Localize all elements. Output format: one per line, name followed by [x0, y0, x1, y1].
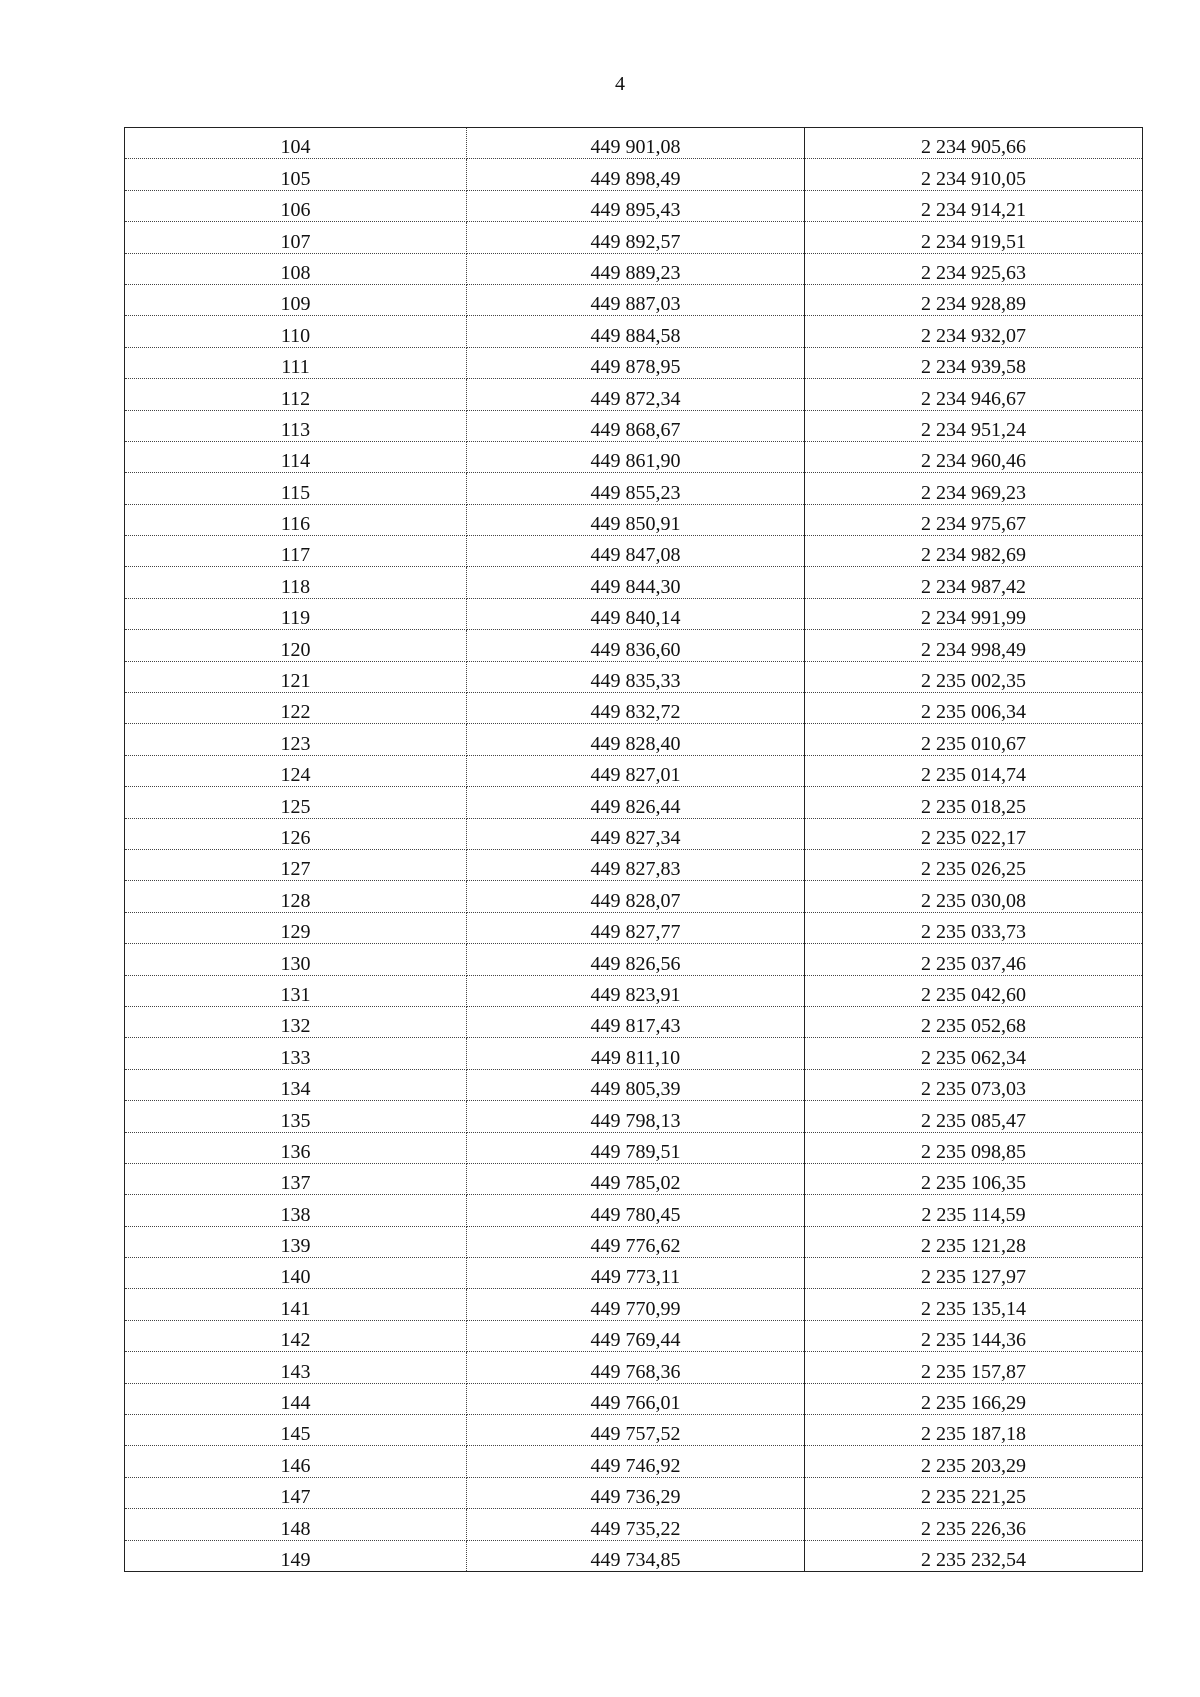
y-coordinate-cell: 2 235 114,59	[805, 1195, 1143, 1226]
point-number-cell: 114	[125, 441, 467, 472]
y-coordinate-cell: 2 235 106,35	[805, 1163, 1143, 1194]
point-number-cell: 134	[125, 1069, 467, 1100]
y-coordinate-cell: 2 235 033,73	[805, 912, 1143, 943]
table-row	[125, 253, 1143, 284]
point-number-cell: 124	[125, 755, 467, 786]
y-coordinate-cell: 2 235 232,54	[805, 1540, 1143, 1571]
x-coordinate-cell: 449 798,13	[467, 1101, 805, 1132]
point-number-cell: 129	[125, 912, 467, 943]
table-row	[125, 1101, 1143, 1132]
x-coordinate-cell: 449 847,08	[467, 536, 805, 567]
y-coordinate-cell: 2 235 098,85	[805, 1132, 1143, 1163]
x-coordinate-cell: 449 766,01	[467, 1383, 805, 1414]
table-row	[125, 1163, 1143, 1194]
table-row	[125, 755, 1143, 786]
x-coordinate-cell: 449 887,03	[467, 284, 805, 315]
table-row	[125, 1509, 1143, 1540]
x-coordinate-cell: 449 789,51	[467, 1132, 805, 1163]
table-row	[125, 347, 1143, 378]
table-row	[125, 818, 1143, 849]
y-coordinate-cell: 2 234 928,89	[805, 284, 1143, 315]
table-row	[125, 1258, 1143, 1289]
point-number-cell: 141	[125, 1289, 467, 1320]
x-coordinate-cell: 449 889,23	[467, 253, 805, 284]
table-row	[125, 1540, 1143, 1571]
point-number-cell: 115	[125, 473, 467, 504]
y-coordinate-cell: 2 235 026,25	[805, 849, 1143, 880]
y-coordinate-cell: 2 234 987,42	[805, 567, 1143, 598]
point-number-cell: 137	[125, 1163, 467, 1194]
x-coordinate-cell: 449 868,67	[467, 410, 805, 441]
table-row	[125, 1132, 1143, 1163]
point-number-cell: 116	[125, 504, 467, 535]
point-number-cell: 128	[125, 881, 467, 912]
point-number-cell: 123	[125, 724, 467, 755]
y-coordinate-cell: 2 235 144,36	[805, 1320, 1143, 1351]
y-coordinate-cell: 2 235 030,08	[805, 881, 1143, 912]
point-number-cell: 104	[125, 128, 467, 159]
x-coordinate-cell: 449 884,58	[467, 316, 805, 347]
x-coordinate-cell: 449 817,43	[467, 1006, 805, 1037]
x-coordinate-cell: 449 735,22	[467, 1509, 805, 1540]
table-row	[125, 379, 1143, 410]
table-row	[125, 504, 1143, 535]
x-coordinate-cell: 449 836,60	[467, 630, 805, 661]
x-coordinate-cell: 449 892,57	[467, 222, 805, 253]
y-coordinate-cell: 2 234 939,58	[805, 347, 1143, 378]
y-coordinate-cell: 2 235 018,25	[805, 787, 1143, 818]
table-row	[125, 881, 1143, 912]
table-row	[125, 630, 1143, 661]
point-number-cell: 145	[125, 1415, 467, 1446]
y-coordinate-cell: 2 235 187,18	[805, 1415, 1143, 1446]
y-coordinate-cell: 2 234 932,07	[805, 316, 1143, 347]
y-coordinate-cell: 2 235 221,25	[805, 1477, 1143, 1508]
y-coordinate-cell: 2 234 905,66	[805, 128, 1143, 159]
table-row	[125, 1320, 1143, 1351]
x-coordinate-cell: 449 773,11	[467, 1258, 805, 1289]
x-coordinate-cell: 449 898,49	[467, 159, 805, 190]
point-number-cell: 143	[125, 1352, 467, 1383]
point-number-cell: 146	[125, 1446, 467, 1477]
y-coordinate-cell: 2 235 037,46	[805, 944, 1143, 975]
point-number-cell: 119	[125, 598, 467, 629]
point-number-cell: 138	[125, 1195, 467, 1226]
table-row	[125, 1446, 1143, 1477]
point-number-cell: 149	[125, 1540, 467, 1571]
y-coordinate-cell: 2 235 166,29	[805, 1383, 1143, 1414]
table-row	[125, 473, 1143, 504]
x-coordinate-cell: 449 827,83	[467, 849, 805, 880]
point-number-cell: 107	[125, 222, 467, 253]
x-coordinate-cell: 449 861,90	[467, 441, 805, 472]
point-number-cell: 144	[125, 1383, 467, 1414]
y-coordinate-cell: 2 235 073,03	[805, 1069, 1143, 1100]
y-coordinate-cell: 2 235 042,60	[805, 975, 1143, 1006]
y-coordinate-cell: 2 235 121,28	[805, 1226, 1143, 1257]
table-row	[125, 1038, 1143, 1069]
point-number-cell: 121	[125, 661, 467, 692]
table-row	[125, 912, 1143, 943]
y-coordinate-cell: 2 235 006,34	[805, 693, 1143, 724]
y-coordinate-cell: 2 234 960,46	[805, 441, 1143, 472]
point-number-cell: 133	[125, 1038, 467, 1069]
y-coordinate-cell: 2 234 969,23	[805, 473, 1143, 504]
y-coordinate-cell: 2 235 052,68	[805, 1006, 1143, 1037]
x-coordinate-cell: 449 832,72	[467, 693, 805, 724]
table-row	[125, 693, 1143, 724]
x-coordinate-cell: 449 734,85	[467, 1540, 805, 1571]
x-coordinate-cell: 449 850,91	[467, 504, 805, 535]
table-row	[125, 1383, 1143, 1414]
y-coordinate-cell: 2 235 226,36	[805, 1509, 1143, 1540]
x-coordinate-cell: 449 895,43	[467, 190, 805, 221]
x-coordinate-cell: 449 757,52	[467, 1415, 805, 1446]
point-number-cell: 110	[125, 316, 467, 347]
x-coordinate-cell: 449 855,23	[467, 473, 805, 504]
y-coordinate-cell: 2 235 085,47	[805, 1101, 1143, 1132]
table-row	[125, 1352, 1143, 1383]
y-coordinate-cell: 2 234 991,99	[805, 598, 1143, 629]
y-coordinate-cell: 2 234 998,49	[805, 630, 1143, 661]
x-coordinate-cell: 449 736,29	[467, 1477, 805, 1508]
x-coordinate-cell: 449 828,40	[467, 724, 805, 755]
x-coordinate-cell: 449 823,91	[467, 975, 805, 1006]
table-row	[125, 284, 1143, 315]
point-number-cell: 139	[125, 1226, 467, 1257]
point-number-cell: 120	[125, 630, 467, 661]
table-row	[125, 849, 1143, 880]
x-coordinate-cell: 449 780,45	[467, 1195, 805, 1226]
y-coordinate-cell: 2 235 127,97	[805, 1258, 1143, 1289]
y-coordinate-cell: 2 234 975,67	[805, 504, 1143, 535]
x-coordinate-cell: 449 746,92	[467, 1446, 805, 1477]
point-number-cell: 109	[125, 284, 467, 315]
point-number-cell: 135	[125, 1101, 467, 1132]
y-coordinate-cell: 2 235 002,35	[805, 661, 1143, 692]
point-number-cell: 111	[125, 347, 467, 378]
table-row	[125, 536, 1143, 567]
coordinates-table-body	[125, 128, 1143, 1572]
point-number-cell: 136	[125, 1132, 467, 1163]
point-number-cell: 117	[125, 536, 467, 567]
table-row	[125, 724, 1143, 755]
point-number-cell: 112	[125, 379, 467, 410]
x-coordinate-cell: 449 827,01	[467, 755, 805, 786]
table-row	[125, 787, 1143, 818]
table-row	[125, 661, 1143, 692]
x-coordinate-cell: 449 878,95	[467, 347, 805, 378]
x-coordinate-cell: 449 826,56	[467, 944, 805, 975]
y-coordinate-cell: 2 234 982,69	[805, 536, 1143, 567]
table-row	[125, 1415, 1143, 1446]
table-row	[125, 1006, 1143, 1037]
point-number-cell: 131	[125, 975, 467, 1006]
x-coordinate-cell: 449 768,36	[467, 1352, 805, 1383]
point-number-cell: 127	[125, 849, 467, 880]
y-coordinate-cell: 2 234 925,63	[805, 253, 1143, 284]
table-row	[125, 1477, 1143, 1508]
table-row	[125, 1289, 1143, 1320]
y-coordinate-cell: 2 235 203,29	[805, 1446, 1143, 1477]
y-coordinate-cell: 2 235 062,34	[805, 1038, 1143, 1069]
x-coordinate-cell: 449 827,77	[467, 912, 805, 943]
x-coordinate-cell: 449 835,33	[467, 661, 805, 692]
point-number-cell: 106	[125, 190, 467, 221]
table-row	[125, 190, 1143, 221]
table-row	[125, 975, 1143, 1006]
y-coordinate-cell: 2 235 135,14	[805, 1289, 1143, 1320]
point-number-cell: 113	[125, 410, 467, 441]
table-row	[125, 128, 1143, 159]
point-number-cell: 118	[125, 567, 467, 598]
table-row	[125, 1226, 1143, 1257]
x-coordinate-cell: 449 901,08	[467, 128, 805, 159]
x-coordinate-cell: 449 872,34	[467, 379, 805, 410]
y-coordinate-cell: 2 235 157,87	[805, 1352, 1143, 1383]
page-number: 4	[615, 73, 625, 95]
x-coordinate-cell: 449 770,99	[467, 1289, 805, 1320]
y-coordinate-cell: 2 235 010,67	[805, 724, 1143, 755]
x-coordinate-cell: 449 811,10	[467, 1038, 805, 1069]
table-row	[125, 316, 1143, 347]
point-number-cell: 140	[125, 1258, 467, 1289]
table-row	[125, 441, 1143, 472]
table-row	[125, 222, 1143, 253]
point-number-cell: 130	[125, 944, 467, 975]
table-row	[125, 1069, 1143, 1100]
table-row	[125, 410, 1143, 441]
point-number-cell: 147	[125, 1477, 467, 1508]
x-coordinate-cell: 449 769,44	[467, 1320, 805, 1351]
y-coordinate-cell: 2 234 946,67	[805, 379, 1143, 410]
point-number-cell: 126	[125, 818, 467, 849]
x-coordinate-cell: 449 805,39	[467, 1069, 805, 1100]
y-coordinate-cell: 2 235 014,74	[805, 755, 1143, 786]
point-number-cell: 105	[125, 159, 467, 190]
y-coordinate-cell: 2 234 910,05	[805, 159, 1143, 190]
x-coordinate-cell: 449 826,44	[467, 787, 805, 818]
x-coordinate-cell: 449 840,14	[467, 598, 805, 629]
y-coordinate-cell: 2 234 951,24	[805, 410, 1143, 441]
point-number-cell: 148	[125, 1509, 467, 1540]
table-row	[125, 1195, 1143, 1226]
y-coordinate-cell: 2 234 919,51	[805, 222, 1143, 253]
point-number-cell: 125	[125, 787, 467, 818]
coordinates-table	[124, 127, 1143, 1572]
x-coordinate-cell: 449 844,30	[467, 567, 805, 598]
table-row	[125, 944, 1143, 975]
x-coordinate-cell: 449 785,02	[467, 1163, 805, 1194]
y-coordinate-cell: 2 235 022,17	[805, 818, 1143, 849]
point-number-cell: 132	[125, 1006, 467, 1037]
x-coordinate-cell: 449 828,07	[467, 881, 805, 912]
table-row	[125, 567, 1143, 598]
y-coordinate-cell: 2 234 914,21	[805, 190, 1143, 221]
table-row	[125, 598, 1143, 629]
x-coordinate-cell: 449 827,34	[467, 818, 805, 849]
point-number-cell: 142	[125, 1320, 467, 1351]
point-number-cell: 122	[125, 693, 467, 724]
point-number-cell: 108	[125, 253, 467, 284]
table-row	[125, 159, 1143, 190]
x-coordinate-cell: 449 776,62	[467, 1226, 805, 1257]
